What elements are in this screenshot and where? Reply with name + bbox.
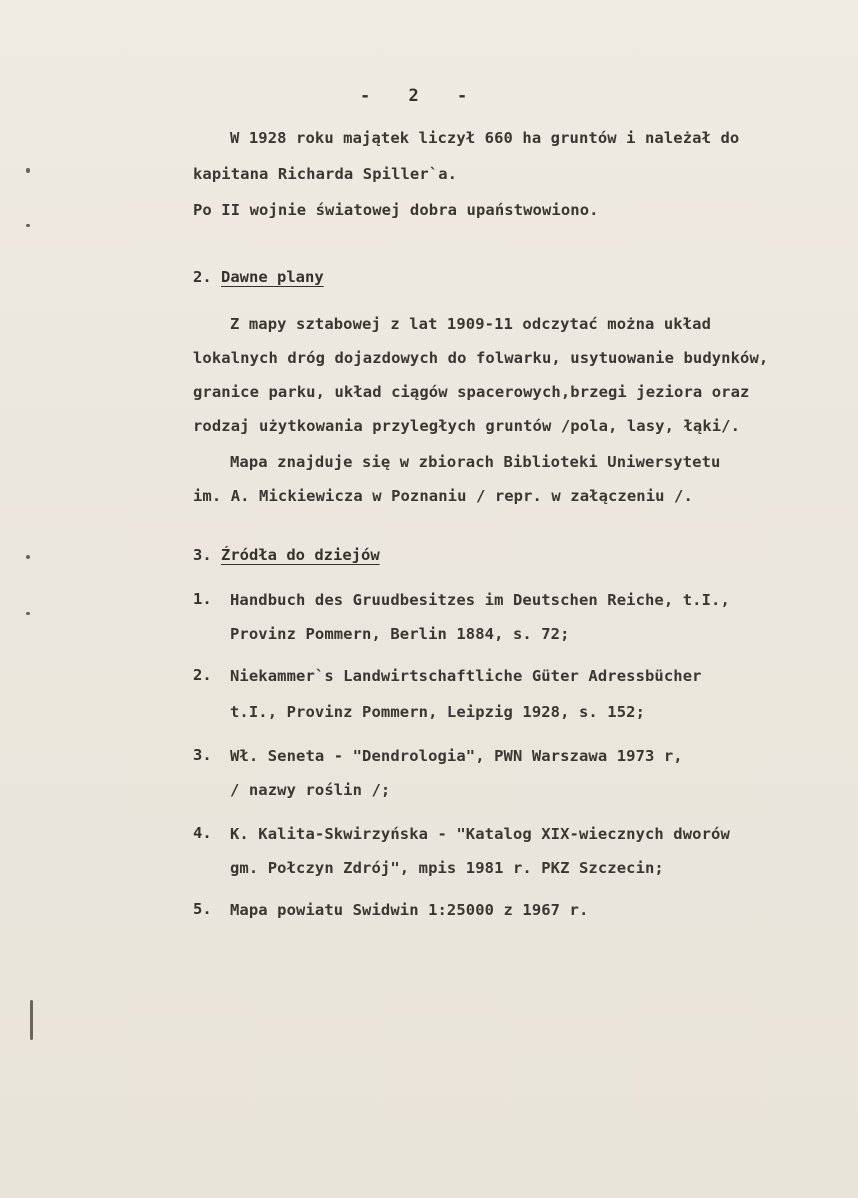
- section-title: Dawne plany: [221, 268, 324, 286]
- list-item-number: 4.: [193, 824, 212, 842]
- margin-mark: [26, 555, 30, 559]
- margin-mark: [26, 612, 30, 615]
- list-item-number: 3.: [193, 746, 212, 764]
- section-number: 2.: [193, 268, 212, 286]
- list-item-line: Niekammer`s Landwirtschaftliche Güter Adressbücher: [230, 667, 702, 685]
- list-item-line: Wł. Seneta - "Dendrologia", PWN Warszawa 1973 r,: [230, 747, 683, 765]
- section-number: 3.: [193, 546, 212, 564]
- list-item-line: Provinz Pommern, Berlin 1884, s. 72;: [230, 625, 570, 643]
- paragraph-line: rodzaj użytkowania przyległych gruntów /pola, lasy, łąki/.: [193, 417, 741, 435]
- list-item-number: 5.: [193, 900, 212, 918]
- intro-line: kapitana Richarda Spiller`a.: [193, 165, 458, 183]
- list-item-line: t.I., Provinz Pommern, Leipzig 1928, s. 152;: [230, 703, 645, 721]
- margin-mark: [26, 168, 30, 173]
- list-item-number: 2.: [193, 666, 212, 684]
- intro-line: Po II wojnie światowej dobra upaństwowiono.: [193, 201, 599, 219]
- paragraph-line: granice parku, układ ciągów spacerowych,brzegi jeziora oraz: [193, 383, 750, 401]
- list-item-number: 1.: [193, 590, 212, 608]
- page-number: - 2 -: [360, 86, 482, 106]
- intro-line: W 1928 roku majątek liczył 660 ha gruntów i należał do: [230, 129, 740, 147]
- list-item-line: Mapa powiatu Swidwin 1:25000 z 1967 r.: [230, 901, 589, 919]
- paragraph-line: im. A. Mickiewicza w Poznaniu / repr. w załączeniu /.: [193, 487, 693, 505]
- paragraph-line: Z mapy sztabowej z lat 1909-11 odczytać można układ: [230, 315, 712, 333]
- paragraph-line: Mapa znajduje się w zbiorach Biblioteki Uniwersytetu: [230, 453, 721, 471]
- section-2-heading: [193, 268, 324, 286]
- section-3-heading: [193, 546, 380, 564]
- list-item-line: Handbuch des Gruudbesitzes im Deutschen Reiche, t.I.,: [230, 591, 730, 609]
- margin-mark: [30, 1000, 33, 1040]
- margin-mark: [26, 224, 30, 227]
- list-item-line: K. Kalita-Skwirzyńska - "Katalog XIX-wiecznych dworów: [230, 825, 730, 843]
- section-title: Źródła do dziejów: [221, 546, 380, 564]
- list-item-line: / nazwy roślin /;: [230, 781, 391, 799]
- paragraph-line: lokalnych dróg dojazdowych do folwarku, usytuowanie budynków,: [193, 349, 769, 367]
- list-item-line: gm. Połczyn Zdrój", mpis 1981 r. PKZ Szczecin;: [230, 859, 664, 877]
